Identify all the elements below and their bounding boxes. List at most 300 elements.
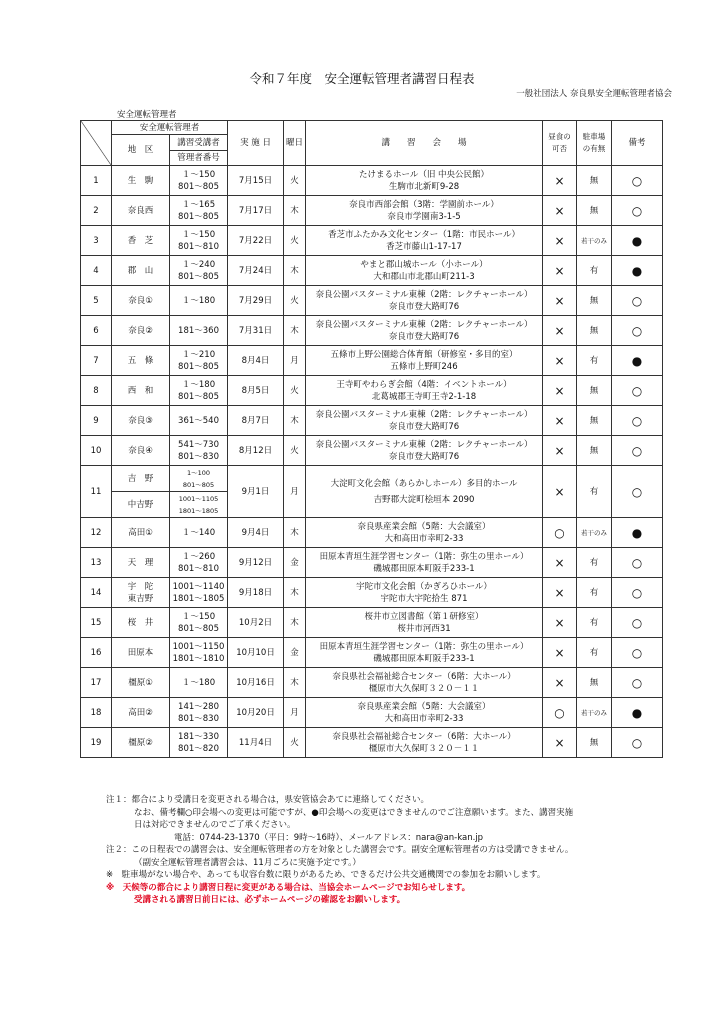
row-weekday: 火	[284, 728, 306, 758]
row-date: 9月1日	[228, 466, 284, 518]
row-parking: 無	[577, 436, 612, 466]
row-number-range	[170, 466, 228, 492]
section-label: 安全運転管理者	[117, 110, 177, 120]
header-diagonal-cell	[81, 121, 112, 166]
area-name: 高田①	[128, 527, 153, 538]
table-row	[81, 578, 663, 608]
row-remark: ○	[612, 608, 663, 638]
row-date: 9月4日	[228, 518, 284, 548]
row-parking: 若干のみ	[577, 698, 612, 728]
row-parking: 無	[577, 376, 612, 406]
row-number-range	[170, 196, 228, 226]
row-venue	[306, 608, 543, 638]
row-area	[112, 578, 170, 608]
header-date: 実 施 日	[228, 121, 284, 166]
row-weekday: 木	[284, 316, 306, 346]
row-area	[112, 548, 170, 578]
row-date: 9月12日	[228, 548, 284, 578]
row-date: 7月31日	[228, 316, 284, 346]
row-number-range	[170, 376, 228, 406]
range-line-1: １～180	[181, 379, 216, 390]
header-lunch	[543, 121, 577, 166]
row-weekday: 木	[284, 406, 306, 436]
row-number-range	[170, 578, 228, 608]
row-area	[112, 196, 170, 226]
row-weekday: 木	[284, 608, 306, 638]
venue-name: 奈良公園バスターミナル東棟（2階：レクチャーホール）	[315, 439, 533, 450]
row-number: 1	[81, 166, 112, 196]
venue-name: たけまるホール（旧 中央公民館）	[358, 169, 490, 180]
range-line-1: １～150	[181, 169, 216, 180]
row-remark: ○	[612, 286, 663, 316]
range-line-2: 1801～1810	[172, 653, 225, 664]
row-remark: ●	[612, 698, 663, 728]
row-parking: 有	[577, 548, 612, 578]
row-number-range	[170, 668, 228, 698]
row-area	[112, 518, 170, 548]
table-row	[81, 698, 663, 728]
range-line-1: １～180	[181, 295, 216, 306]
row-parking: 無	[577, 196, 612, 226]
area-name: 天 理	[127, 557, 154, 568]
row-number-range	[170, 256, 228, 286]
row-lunch: ×	[543, 578, 577, 608]
row-parking: 有	[577, 256, 612, 286]
row-number: 17	[81, 668, 112, 698]
venue-address: 奈良市登大路町76	[388, 451, 460, 462]
row-number: 19	[81, 728, 112, 758]
row-date: 8月4日	[228, 346, 284, 376]
row-weekday: 木	[284, 518, 306, 548]
row-area	[112, 406, 170, 436]
venue-name: 奈良県社会福祉総合センター（6階：大ホール）	[332, 671, 516, 682]
range-line-1: １～150	[181, 611, 216, 622]
area-name: 五 條	[127, 355, 154, 366]
row-lunch: ×	[543, 376, 577, 406]
row-parking: 無	[577, 316, 612, 346]
row-number: 3	[81, 226, 112, 256]
row-venue	[306, 256, 543, 286]
row-remark: ●	[612, 256, 663, 286]
row-venue	[306, 466, 543, 518]
table-row	[81, 226, 663, 256]
venue-address: 大和高田市幸町2-33	[384, 533, 464, 544]
area-name: 高田②	[128, 707, 153, 718]
row-area-secondary: 中吉野	[112, 492, 170, 518]
range-line-1: 1001～1140	[172, 581, 225, 592]
row-weekday: 金	[284, 638, 306, 668]
venue-name: 香芝市ふたかみ文化センター（1階：市民ホール）	[328, 229, 520, 240]
row-date: 10月2日	[228, 608, 284, 638]
notes-section	[106, 794, 686, 907]
table-row	[81, 608, 663, 638]
schedule-table	[80, 120, 663, 758]
range-line-2: 801～830	[178, 451, 219, 462]
range-line-2: 801～805	[178, 181, 219, 192]
venue-address: 吉野郡大淀町桧垣本 2090	[373, 494, 475, 505]
venue-name: 桜井市立図書館（第１研修室）	[364, 611, 484, 622]
row-area	[112, 256, 170, 286]
row-number-range	[170, 436, 228, 466]
area-name: 奈良西	[127, 205, 154, 216]
note-4b-warning: 受講される講習日前日には、必ずホームページの確認をお願いします。	[134, 895, 406, 905]
row-venue	[306, 286, 543, 316]
row-area	[112, 166, 170, 196]
area-name: 田原本	[127, 647, 154, 658]
row-area	[112, 316, 170, 346]
row-lunch: ○	[543, 518, 577, 548]
area-name: 奈良③	[128, 415, 153, 426]
venue-name: 奈良県社会福祉総合センター（6階：大ホール）	[332, 731, 516, 742]
row-weekday: 火	[284, 436, 306, 466]
row-remark: ○	[612, 638, 663, 668]
row-venue	[306, 728, 543, 758]
row-parking: 有	[577, 578, 612, 608]
row-lunch: ×	[543, 286, 577, 316]
venue-name: 宇陀市文化会館（かぎろひホール）	[356, 581, 492, 592]
header-area: 地 区	[112, 135, 170, 166]
row-remark: ○	[612, 578, 663, 608]
venue-address: 奈良市学園南3-1-5	[387, 211, 461, 222]
range-line-2: 801～805	[178, 623, 219, 634]
venue-name: 奈良公園バスターミナル東棟（2階：レクチャーホール）	[315, 409, 533, 420]
venue-address: 五條市上野町246	[390, 361, 458, 372]
venue-name: 奈良市西部会館（3階：学園前ホール）	[349, 199, 499, 210]
venue-name: 奈良県産業会館（5階：大会議室）	[357, 701, 491, 712]
area-name-secondary: 東吉野	[127, 593, 154, 604]
row-venue	[306, 196, 543, 226]
area-name: 香 芝	[127, 235, 154, 246]
row-weekday: 木	[284, 196, 306, 226]
row-lunch: ×	[543, 196, 577, 226]
table-row	[81, 466, 663, 492]
row-number-range	[170, 728, 228, 758]
venue-address: 大和郡山市北郡山町211-3	[373, 271, 475, 282]
row-parking: 有	[577, 638, 612, 668]
row-parking: 無	[577, 728, 612, 758]
range-line-2: 1801～1805	[172, 593, 225, 604]
row-lunch: ×	[543, 406, 577, 436]
row-number: 9	[81, 406, 112, 436]
row-number-range	[170, 638, 228, 668]
note-1a: 注１：都合により受講日を変更される場合は，県安管協会あてに連絡してください。	[106, 795, 430, 805]
row-area	[112, 226, 170, 256]
venue-name: 大淀町文化会館（あらかしホール）多目的ホール	[330, 478, 518, 489]
note-3-parking: ※ 駐車場がない場合や、あっても収容台数に限りがあるため、できるだけ公共交通機関での参加をお願いします。	[106, 870, 546, 880]
venue-address: 生駒市北新町9-28	[388, 181, 460, 192]
row-number-range	[170, 406, 228, 436]
row-venue	[306, 316, 543, 346]
row-remark: ○	[612, 668, 663, 698]
header-lunch-line1: 昼食の	[548, 132, 571, 141]
range-line-4: 1801～1805	[178, 506, 219, 515]
row-venue	[306, 698, 543, 728]
table-row	[81, 728, 663, 758]
row-date: 10月20日	[228, 698, 284, 728]
range-line-2: 801～805	[178, 391, 219, 402]
range-line-3: 1001～1105	[178, 494, 219, 503]
row-date: 7月24日	[228, 256, 284, 286]
venue-address: 北葛城郡王寺町王寺2-1-18	[371, 391, 477, 402]
table-row	[81, 256, 663, 286]
row-venue	[306, 406, 543, 436]
row-number-range	[170, 226, 228, 256]
area-name: 桜 井	[127, 617, 154, 628]
table-row	[81, 346, 663, 376]
row-weekday: 火	[284, 376, 306, 406]
row-number: 13	[81, 548, 112, 578]
venue-address: 宇陀市大宇陀拾生 871	[380, 593, 468, 604]
row-weekday: 月	[284, 698, 306, 728]
row-venue	[306, 548, 543, 578]
range-line-1: 141～280	[178, 701, 219, 712]
row-number-range	[170, 166, 228, 196]
header-parking-line2: の有無	[582, 144, 606, 153]
row-number: 2	[81, 196, 112, 226]
venue-name: 五條市上野公園総合体育館（研修室・多目的室）	[330, 349, 518, 360]
row-weekday: 火	[284, 226, 306, 256]
area-name: 西 和	[127, 385, 154, 396]
venue-address: 香芝市藤山1-17-17	[386, 241, 462, 252]
header-number-line2: 管理者番号	[170, 151, 228, 166]
range-line-2: 801～820	[178, 743, 219, 754]
venue-name: 奈良公園バスターミナル東棟（2階：レクチャーホール）	[315, 319, 533, 330]
table-row	[81, 436, 663, 466]
note-4a-warning: ※ 天候等の都合により講習日程に変更がある場合は、当協会ホームページでお知らせします。	[106, 882, 471, 893]
row-number-range	[170, 286, 228, 316]
row-area	[112, 668, 170, 698]
area-name: 奈良①	[128, 295, 153, 306]
range-line-1: １～140	[181, 527, 216, 538]
range-line-1: 1001～1150	[172, 641, 225, 652]
row-number: 16	[81, 638, 112, 668]
row-lunch: ○	[543, 698, 577, 728]
range-line-2: 801～805	[178, 211, 219, 222]
row-number-range-secondary	[170, 492, 228, 518]
row-lunch: ×	[543, 436, 577, 466]
row-date: 11月4日	[228, 728, 284, 758]
row-number: 7	[81, 346, 112, 376]
area-name: 生 駒	[127, 175, 154, 186]
row-area	[112, 728, 170, 758]
note-1d-contact: 電話：0744-23-1370（平日：9時～16時）、メールアドレス：nara@an-kan.jp	[174, 832, 484, 843]
table-row	[81, 316, 663, 346]
row-venue	[306, 638, 543, 668]
table-row	[81, 548, 663, 578]
row-weekday: 木	[284, 578, 306, 608]
area-name: 奈良②	[128, 325, 153, 336]
header-weekday: 曜日	[284, 121, 306, 166]
row-parking: 無	[577, 406, 612, 436]
row-number: 18	[81, 698, 112, 728]
row-weekday: 木	[284, 668, 306, 698]
row-parking: 有	[577, 466, 612, 518]
row-remark: ○	[612, 316, 663, 346]
row-date: 7月22日	[228, 226, 284, 256]
row-number-range	[170, 698, 228, 728]
row-remark: ○	[612, 436, 663, 466]
row-number: 14	[81, 578, 112, 608]
row-date: 7月29日	[228, 286, 284, 316]
row-date: 8月12日	[228, 436, 284, 466]
range-line-2: 801～810	[178, 563, 219, 574]
row-date: 10月10日	[228, 638, 284, 668]
row-weekday: 月	[284, 346, 306, 376]
range-line-1: １～240	[181, 259, 216, 270]
row-date: 7月15日	[228, 166, 284, 196]
table-row	[81, 406, 663, 436]
row-lunch: ×	[543, 466, 577, 518]
area-name: 橿原②	[128, 737, 153, 748]
venue-name: 奈良公園バスターミナル東棟（2階：レクチャーホール）	[315, 289, 533, 300]
range-line-1: １～165	[181, 199, 216, 210]
row-remark: ○	[612, 196, 663, 226]
row-parking: 無	[577, 668, 612, 698]
venue-address: 桜井市河西31	[397, 623, 451, 634]
row-number: 6	[81, 316, 112, 346]
row-venue	[306, 226, 543, 256]
venue-name: やまと郡山城ホール（小ホール）	[360, 259, 488, 270]
table-row	[81, 166, 663, 196]
row-remark: ●	[612, 226, 663, 256]
table-row	[81, 286, 663, 316]
range-line-2: 801～805	[178, 271, 219, 282]
row-number: 15	[81, 608, 112, 638]
header-venue: 講 習 会 場	[306, 121, 543, 166]
venue-name: 王寺町やわらぎ会館（4階：イベントホール）	[336, 379, 512, 390]
row-date: 9月18日	[228, 578, 284, 608]
row-weekday: 火	[284, 166, 306, 196]
row-area	[112, 376, 170, 406]
row-number-range	[170, 548, 228, 578]
row-lunch: ×	[543, 316, 577, 346]
row-venue	[306, 518, 543, 548]
row-lunch: ×	[543, 668, 577, 698]
header-parking-line1: 駐車場	[582, 132, 606, 141]
note-1c: 日は対応できませんのでご了承ください。	[134, 820, 296, 830]
header-group-label: 安全運転管理者	[112, 121, 228, 135]
header-remarks: 備考	[612, 121, 663, 166]
row-remark: ○	[612, 548, 663, 578]
venue-address: 磯城郡田原本町阪手233-1	[373, 563, 475, 574]
venue-address: 奈良市登大路町76	[388, 301, 460, 312]
row-venue	[306, 668, 543, 698]
note-2a: 注２：この日程表での講習会は、安全運転管理者の方を対象とした講習会です。副安全運転管理者の方は受講できません。	[106, 845, 574, 855]
range-line-2: 801～805	[178, 361, 219, 372]
note-2b: （副安全運転管理者講習会は、11月ごろに実施予定です。）	[134, 857, 361, 868]
venue-address: 橿原市大久保町３２０－１１	[368, 683, 480, 694]
area-name: 奈良④	[128, 445, 153, 456]
row-date: 8月5日	[228, 376, 284, 406]
header-lunch-line2: 可否	[552, 144, 568, 153]
row-parking: 無	[577, 166, 612, 196]
row-date: 7月17日	[228, 196, 284, 226]
range-line-1: １～210	[181, 349, 216, 360]
table-row	[81, 638, 663, 668]
row-weekday: 木	[284, 256, 306, 286]
row-number: 4	[81, 256, 112, 286]
venue-address: 大和高田市幸町2-33	[384, 713, 464, 724]
row-number-range	[170, 608, 228, 638]
row-lunch: ×	[543, 226, 577, 256]
header-parking	[577, 121, 612, 166]
area-name: 橿原①	[128, 677, 153, 688]
venue-address: 磯城郡田原本町阪手233-1	[373, 653, 475, 664]
row-area	[112, 436, 170, 466]
row-number-range	[170, 518, 228, 548]
row-lunch: ×	[543, 728, 577, 758]
row-venue	[306, 166, 543, 196]
row-number: 5	[81, 286, 112, 316]
row-remark: ○	[612, 166, 663, 196]
venue-address: 奈良市登大路町76	[388, 421, 460, 432]
row-lunch: ×	[543, 166, 577, 196]
row-lunch: ×	[543, 256, 577, 286]
row-number-range	[170, 316, 228, 346]
row-remark: ●	[612, 346, 663, 376]
row-venue	[306, 376, 543, 406]
row-parking: 無	[577, 286, 612, 316]
table-row	[81, 376, 663, 406]
range-line-1: 1～100	[186, 468, 211, 477]
row-area	[112, 698, 170, 728]
range-line-1: 181～360	[178, 325, 219, 336]
area-name: 郡 山	[127, 265, 154, 276]
row-weekday: 火	[284, 286, 306, 316]
range-line-2: 801～805	[182, 480, 215, 489]
venue-address: 奈良市登大路町76	[388, 331, 460, 342]
row-area	[112, 608, 170, 638]
row-date: 10月16日	[228, 668, 284, 698]
row-number: 8	[81, 376, 112, 406]
range-line-2: 801～830	[178, 713, 219, 724]
row-parking: 有	[577, 346, 612, 376]
venue-name: 奈良県産業会館（5階：大会議室）	[357, 521, 491, 532]
row-remark: ●	[612, 518, 663, 548]
row-area	[112, 286, 170, 316]
row-lunch: ×	[543, 638, 577, 668]
row-parking: 若干のみ	[577, 226, 612, 256]
range-line-1: １～260	[181, 551, 216, 562]
venue-name: 田原本青垣生涯学習センター（1階：弥生の里ホール）	[319, 641, 529, 652]
page-title: 令和７年度 安全運転管理者講習日程表	[249, 71, 475, 86]
schedule-body	[81, 166, 663, 758]
area-name: 宇 陀	[127, 581, 154, 592]
row-number: 11	[81, 466, 112, 518]
range-line-1: 181～330	[178, 731, 219, 742]
row-remark: ○	[612, 376, 663, 406]
row-area	[112, 346, 170, 376]
row-lunch: ×	[543, 608, 577, 638]
range-line-1: １～180	[181, 677, 216, 688]
row-number: 10	[81, 436, 112, 466]
row-weekday: 金	[284, 548, 306, 578]
table-row	[81, 518, 663, 548]
row-remark: ○	[612, 406, 663, 436]
table-row	[81, 668, 663, 698]
row-lunch: ×	[543, 548, 577, 578]
range-line-1: 361～540	[178, 415, 219, 426]
range-line-1: 541～730	[178, 439, 219, 450]
row-date: 8月7日	[228, 406, 284, 436]
header-number-line1: 講習受講者	[170, 135, 228, 151]
row-venue	[306, 578, 543, 608]
row-remark: ○	[612, 728, 663, 758]
row-remark: ○	[612, 466, 663, 518]
row-number: 12	[81, 518, 112, 548]
row-area	[112, 638, 170, 668]
range-line-1: １～150	[181, 229, 216, 240]
